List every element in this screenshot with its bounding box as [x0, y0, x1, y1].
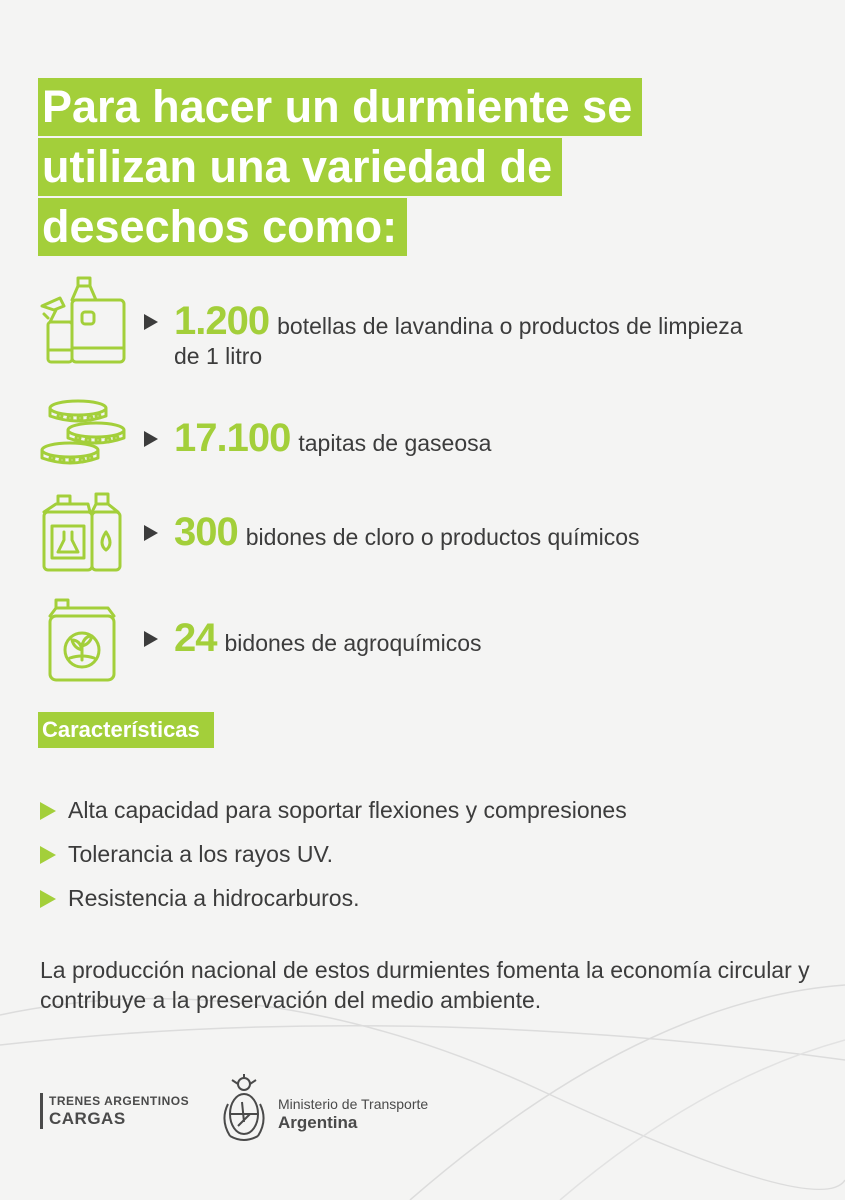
agrochemical-jug-icon — [46, 598, 118, 684]
item-number: 1.200 — [174, 299, 270, 343]
logo-line-2: Argentina — [278, 1113, 358, 1132]
item-text-continued: de 1 litro — [174, 343, 263, 369]
list-item — [40, 790, 627, 834]
characteristic-text: Tolerancia a los rayos UV. — [68, 841, 334, 867]
closing-paragraph: La producción nacional de estos durmientes fomenta la economía circular y contribuye a la preservación del medio ambiente. — [40, 957, 810, 1013]
list-item — [144, 416, 492, 460]
cleaning-bottles-icon — [38, 276, 130, 368]
bottle-caps-icon — [38, 398, 132, 468]
headline-line: Para hacer un durmiente se — [38, 78, 642, 136]
characteristics-list — [40, 790, 627, 922]
item-text: tapitas de gaseosa — [298, 430, 492, 456]
characteristic-text: Alta capacidad para soportar flexiones y compresiones — [68, 797, 627, 823]
list-item — [40, 834, 627, 878]
item-text: bidones de cloro o productos químicos — [245, 524, 640, 550]
headline — [38, 78, 642, 258]
logo-line-1: TRENES ARGENTINOS — [49, 1094, 190, 1108]
headline-line: desechos como: — [38, 198, 407, 256]
item-number: 24 — [174, 616, 217, 660]
ministerio-transporte-logo — [278, 1095, 428, 1133]
bullet-arrow-icon — [144, 314, 158, 330]
bullet-arrow-icon — [144, 525, 158, 541]
bullet-arrow-icon — [40, 890, 56, 908]
list-item — [144, 299, 743, 371]
item-text: bidones de agroquímicos — [224, 630, 482, 656]
item-text: botellas de lavandina o productos de limpieza — [277, 313, 743, 339]
national-coat-of-arms-icon — [218, 1074, 270, 1144]
trenes-argentinos-cargas-logo — [40, 1093, 189, 1129]
characteristic-text: Resistencia a hidrocarburos. — [68, 885, 360, 911]
logo-line-2: CARGAS — [49, 1109, 126, 1128]
item-number: 300 — [174, 510, 238, 554]
headline-line: utilizan una variedad de — [38, 138, 562, 196]
bullet-arrow-icon — [40, 846, 56, 864]
bullet-arrow-icon — [40, 802, 56, 820]
bullet-arrow-icon — [144, 431, 158, 447]
item-number: 17.100 — [174, 416, 291, 460]
list-item — [144, 616, 482, 660]
list-item — [144, 510, 640, 554]
chemical-jugs-icon — [40, 490, 124, 574]
bullet-arrow-icon — [144, 631, 158, 647]
logo-line-1: Ministerio de Transporte — [278, 1096, 429, 1112]
section-heading: Características — [38, 712, 214, 748]
list-item — [40, 878, 627, 922]
